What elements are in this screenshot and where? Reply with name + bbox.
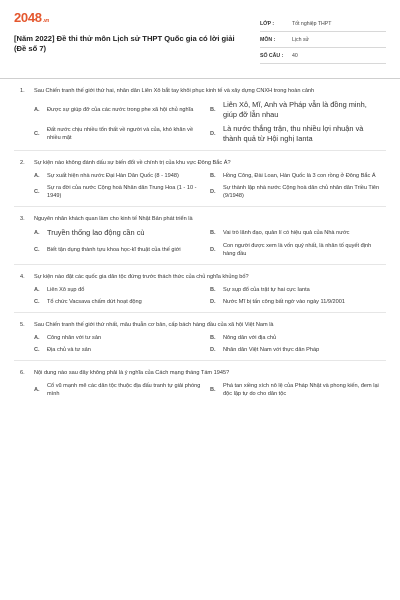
meta-table — [260, 16, 386, 72]
option-letter: C. — [34, 247, 40, 253]
answer-option-b[interactable] — [210, 284, 386, 296]
option-letter: D. — [210, 247, 216, 253]
option-text: Là nước thắng trận, thu nhiều lợi nhuận và thành quả từ Hội nghị Ianta — [223, 124, 364, 143]
option-letter: B. — [210, 230, 216, 236]
option-text: Sự ra đời của nước Cộng hoà Nhân dân Trung Hoa (1 - 10 - 1949) — [47, 185, 197, 199]
question-text: Sự kiện nào không đánh dấu sự biến đổi về chính trị của khu vực Đông Bắc Á? — [34, 160, 231, 166]
option-letter: A. — [34, 335, 40, 341]
option-letter: D. — [210, 131, 216, 137]
meta-value: 40 — [292, 52, 298, 59]
option-letter: B. — [210, 287, 216, 293]
logo-suffix: .vn — [42, 18, 50, 24]
option-text: Địa chủ và tư sản — [47, 347, 91, 353]
option-letter: A. — [34, 230, 40, 236]
meta-value: Lịch sử — [292, 36, 310, 43]
option-text: Biết tận dụng thành tựu khoa học-kĩ thuật của thế giới — [47, 247, 181, 253]
meta-row-subject — [260, 32, 386, 48]
answer-option-d[interactable] — [210, 296, 386, 308]
question-stem — [14, 369, 386, 377]
answer-option-b[interactable] — [210, 380, 386, 400]
option-text: Đất nước chịu nhiều tổn thất về người và của, khó khăn về nhiều mặt — [47, 127, 194, 141]
site-logo[interactable] — [14, 10, 246, 28]
header — [14, 10, 386, 72]
answer-option-b[interactable] — [210, 98, 386, 122]
meta-value: Tốt nghiệp THPT — [292, 20, 332, 27]
option-text: Hồng Công, Đài Loan, Hàn Quốc là 3 con rồng ở Đông Bắc Á — [223, 173, 376, 179]
question-text: Sau Chiến tranh thế giới thứ hai, nhân dân Liên Xô bắt tay khôi phục kinh tế và xây dựng CNXH trong hoàn cảnh — [34, 88, 315, 94]
option-letter: C. — [34, 189, 40, 195]
option-text: Tổ chức Vacsava chấm dứt hoạt động — [47, 299, 142, 305]
meta-label: LỚP : — [260, 20, 275, 27]
option-text: Phá tan xiềng xích nô lệ của Pháp Nhật và phong kiến, đem lại độc lập tự do cho dân tộc — [223, 383, 379, 397]
option-letter: A. — [34, 287, 40, 293]
question-stem — [14, 159, 386, 167]
option-letter: A. — [34, 107, 40, 113]
option-letter: C. — [34, 299, 40, 305]
option-text: Truyền thống lao động cần cù — [47, 228, 145, 237]
option-letter: C. — [34, 347, 40, 353]
answer-option-b[interactable] — [210, 332, 386, 344]
answer-option-c[interactable] — [34, 182, 210, 202]
answer-option-c[interactable] — [34, 344, 210, 356]
question-stem — [14, 215, 386, 223]
meta-row-count — [260, 48, 386, 64]
answer-option-a[interactable] — [34, 98, 210, 122]
question-number: 6. — [20, 370, 25, 376]
option-text: Nông dân với địa chủ — [223, 335, 277, 341]
option-letter: A. — [34, 387, 40, 393]
question-text: Nguyên nhân khách quan làm cho kinh tế Nhật Bản phát triển là — [34, 216, 193, 222]
options-grid — [14, 281, 386, 312]
answer-option-c[interactable] — [34, 296, 210, 308]
answer-option-c[interactable] — [34, 240, 210, 260]
option-letter: B. — [210, 335, 216, 341]
doc-title: [Năm 2022] Đề thi thử môn Lịch sử THPT Quốc gia có lời giải (Đề số 7) — [14, 34, 235, 53]
option-text: Được sự giúp đỡ của các nước trong phe xã hội chủ nghĩa — [47, 107, 194, 113]
question-number: 3. — [20, 216, 25, 222]
question-number: 2. — [20, 160, 25, 166]
options-grid — [14, 329, 386, 360]
answer-option-a[interactable] — [34, 284, 210, 296]
question-number: 4. — [20, 274, 25, 280]
option-letter: D. — [210, 347, 216, 353]
answer-option-d[interactable] — [210, 344, 386, 356]
options-grid — [14, 377, 386, 404]
question-text: Sự kiện nào đặt các quốc gia dân tộc đứng trước thách thức của chủ nghĩa khủng bố? — [34, 274, 249, 280]
question-6 — [14, 361, 386, 404]
option-text: Nước Mĩ bị tấn công bất ngờ vào ngày 11/9/2001 — [223, 299, 345, 305]
answer-option-d[interactable] — [210, 182, 386, 202]
option-text: Công nhân với tư sản — [47, 335, 102, 341]
question-stem — [14, 273, 386, 281]
meta-row-grade — [260, 16, 386, 32]
option-text: Liên Xô sụp đổ — [47, 287, 85, 293]
question-list — [14, 79, 386, 404]
options-grid — [14, 223, 386, 264]
option-letter: D. — [210, 299, 216, 305]
options-grid — [14, 167, 386, 206]
options-grid — [14, 95, 386, 150]
question-4 — [14, 265, 386, 313]
option-letter: B. — [210, 173, 216, 179]
option-text: Liên Xô, Mĩ, Anh và Pháp vẫn là đồng minh, giúp đỡ lẫn nhau — [223, 100, 367, 119]
answer-option-a[interactable] — [34, 170, 210, 182]
question-stem — [14, 87, 386, 95]
question-number: 1. — [20, 88, 25, 94]
answer-option-b[interactable] — [210, 170, 386, 182]
meta-label: MÔN : — [260, 36, 276, 43]
option-text: Nhân dân Việt Nam với thực dân Pháp — [223, 347, 320, 353]
option-letter: C. — [34, 131, 40, 137]
question-text: Sau Chiến tranh thế giới thứ nhất, mâu thuẫn cơ bản, cấp bách hàng đầu của xã hội Việt Nam là — [34, 322, 274, 328]
option-letter: B. — [210, 107, 216, 113]
option-text: Sự xuất hiện nhà nước Đại Hàn Dân Quốc (8 - 1948) — [47, 173, 179, 179]
option-text: Cổ vũ mạnh mẽ các dân tộc thuộc địa đấu tranh tự giải phóng mình — [47, 383, 201, 397]
question-stem — [14, 321, 386, 329]
option-text: Con người được xem là vốn quý nhất, là nhân tố quyết định hàng đầu — [223, 243, 372, 257]
option-text: Sự thành lập nhà nước Cộng hoà dân chủ nhân dân Triều Tiên (9/1948) — [223, 185, 380, 199]
question-2 — [14, 151, 386, 207]
option-letter: B. — [210, 387, 216, 393]
option-text: Vai trò lãnh đạo, quản lí có hiệu quả của Nhà nước — [223, 230, 350, 236]
answer-option-a[interactable] — [34, 380, 210, 400]
option-letter: D. — [210, 189, 216, 195]
answer-option-d[interactable] — [210, 240, 386, 260]
question-number: 5. — [20, 322, 25, 328]
question-5 — [14, 313, 386, 361]
question-text: Nội dung nào sau đây không phải là ý nghĩa của Cách mạng tháng Tám 1945? — [34, 370, 230, 376]
option-text: Sự sụp đổ của trật tự hai cực Ianta — [223, 287, 310, 293]
header-left — [14, 10, 246, 72]
answer-option-c[interactable] — [34, 122, 210, 146]
answer-option-a[interactable] — [34, 332, 210, 344]
option-letter: A. — [34, 173, 40, 179]
answer-option-d[interactable] — [210, 122, 386, 146]
meta-label: SỐ CÂU : — [260, 52, 284, 59]
logo-text: 2048 — [14, 10, 42, 25]
answer-option-a[interactable] — [34, 226, 210, 240]
question-3 — [14, 207, 386, 265]
answer-option-b[interactable] — [210, 226, 386, 240]
question-1 — [14, 79, 386, 151]
